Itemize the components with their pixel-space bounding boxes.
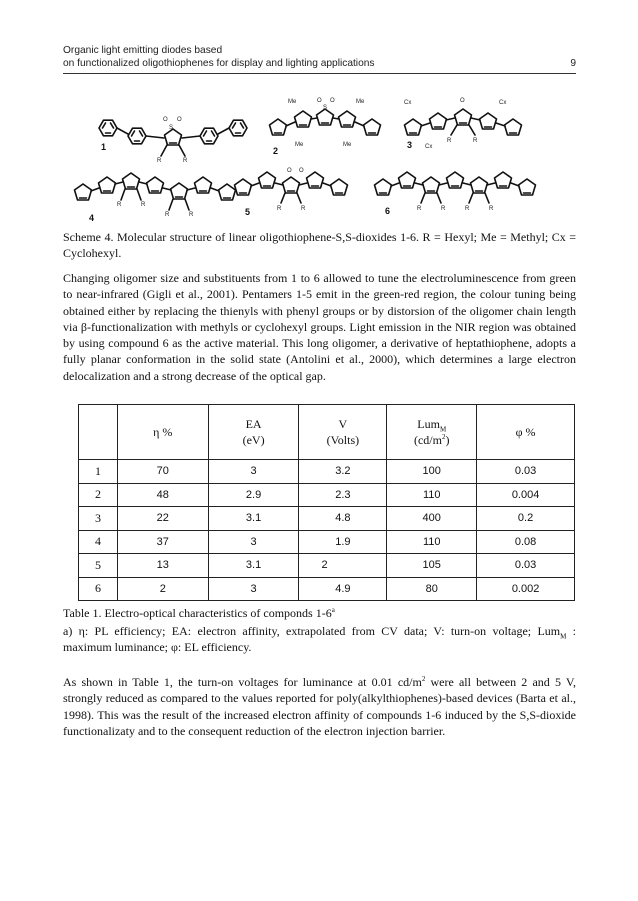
table-cell: 3	[79, 507, 118, 531]
r-label: R	[473, 138, 478, 144]
header-lum-unit-post: )	[445, 433, 450, 447]
table-cell: 1.9	[299, 530, 387, 554]
table-cell: 4.9	[299, 577, 387, 601]
table-cell: 3.2	[299, 460, 387, 484]
table-cell: 3	[208, 460, 299, 484]
table-row	[79, 530, 575, 554]
table-cell: 4	[79, 530, 118, 554]
header-line2	[63, 57, 576, 70]
running-header	[63, 44, 576, 70]
scheme-caption: Scheme 4. Molecular structure of linear oligothiophene-S,S-dioxides 1-6. R = Hexyl; Me = Methyl; Cx = Cyclohexyl.	[63, 230, 576, 261]
r-label: R	[441, 206, 446, 212]
s-label: S	[169, 125, 174, 131]
header-lum-sub: M	[439, 425, 447, 434]
table-cell: 3	[208, 577, 299, 601]
table-cell: 80	[387, 577, 477, 601]
o-label: O	[317, 98, 322, 104]
cx-label: Cx	[404, 100, 412, 106]
table-row	[79, 460, 575, 484]
body-paragraph-2	[63, 674, 576, 739]
compound-6	[375, 172, 536, 216]
header-rule	[63, 73, 576, 74]
paragraph2-part1: As shown in Table 1, the turn-on voltages for luminance at 0.01 cd/m	[63, 675, 422, 689]
table-cell: 0.08	[477, 530, 575, 554]
table-row	[79, 483, 575, 507]
o-label: O	[177, 117, 182, 123]
table-cell: 2	[79, 483, 118, 507]
s-label: S	[323, 105, 328, 111]
table-cell: 110	[387, 530, 477, 554]
header-title-line1: Organic light emitting diodes based	[63, 45, 223, 56]
header-ea-label: EA	[245, 417, 262, 431]
compound-number-2: 2	[273, 146, 279, 156]
table-cell: 4.8	[299, 507, 387, 531]
table-cell: 1	[79, 460, 118, 484]
compound-4	[75, 173, 236, 223]
compound-1	[99, 117, 247, 164]
paragraph2-part2: were all between 2 and 5 V, strongly reduced as compared to the values reported for poly(alkylthiophenes)-based devices (Barta et al., 1998). This was the result of the increased electron affinity of compounds 1-6 induced by the S,S-dioxide functionalizaty and to the consequent reduction of the electron injection barrier.	[63, 675, 577, 738]
table-cell: 110	[387, 483, 477, 507]
o-label: O	[299, 168, 304, 174]
header-lum-unit-pre: (cd/m	[413, 433, 442, 447]
r-label: R	[189, 212, 194, 218]
table-cell: 3.1	[208, 507, 299, 531]
table-footnote-part2: : maximum luminance; φ: EL efficiency.	[63, 624, 577, 655]
table-cell: 22	[117, 507, 208, 531]
header-lum-sup: 2	[441, 433, 446, 441]
r-label: R	[489, 206, 494, 212]
compound-5	[235, 168, 348, 217]
me-label: Me	[343, 142, 352, 148]
o-label: O	[330, 98, 335, 104]
compound-2	[270, 98, 381, 156]
table-cell: 5	[79, 554, 118, 578]
me-label: Me	[356, 99, 365, 105]
table-row	[79, 577, 575, 601]
table-cell: 13	[117, 554, 208, 578]
cx-label: Cx	[499, 100, 507, 106]
table-cell: 0.004	[477, 483, 575, 507]
table-cell: 105	[387, 554, 477, 578]
compound-number-1: 1	[101, 142, 107, 152]
me-label: Me	[295, 142, 304, 148]
molecular-structures-figure	[63, 88, 576, 223]
paragraph2-sup: 2	[421, 675, 426, 683]
table-cell: 2.3	[299, 483, 387, 507]
o-label: O	[287, 168, 292, 174]
header-v-unit: (Volts)	[326, 433, 360, 447]
table-caption-text: Table 1. Electro-optical characteristics of componds 1-6	[63, 606, 332, 620]
table-cell: 0.2	[477, 507, 575, 531]
r-label: R	[165, 212, 170, 218]
table-cell: 2	[299, 554, 387, 578]
table-caption-sup: a	[331, 606, 335, 614]
cx-label: Cx	[425, 144, 433, 150]
r-label: R	[141, 202, 146, 208]
table-header-row	[79, 405, 575, 460]
body-paragraph-1: Changing oligomer size and substituents from 1 to 6 allowed to tune the electroluminescence from green to near-infrared (Gigli et al., 2001). Pentamers 1-5 emit in the green-red region, the colour tuning being obtained either by replacing the thienyls with phenyl groups or by distorsion of the oligomer chain length via β-functionalization with methyls or cyclohexyl groups. Light emission in the NIR region was obtained by using compound 6 as the active material. This long oligomer, a derivative of heptathiophene, adopts a fully planar conformation in the solid state (Antolini et al., 2000), which determines a large electron delocalization and a strong decrease of the optical gap.	[63, 271, 576, 383]
header-lum-label: Lum	[417, 417, 440, 431]
r-label: R	[417, 206, 422, 212]
compound-number-4: 4	[89, 213, 95, 223]
table-cell: 2.9	[208, 483, 299, 507]
header-ea	[208, 405, 299, 460]
r-label: R	[157, 158, 162, 164]
table-row	[79, 554, 575, 578]
table-cell: 100	[387, 460, 477, 484]
table-cell: 0.03	[477, 460, 575, 484]
table-cell: 48	[117, 483, 208, 507]
compound-number-3: 3	[407, 140, 413, 150]
table-cell: 70	[117, 460, 208, 484]
table-footnote-sub: M	[560, 632, 567, 641]
table-cell: 37	[117, 530, 208, 554]
table-cell: 6	[79, 577, 118, 601]
r-label: R	[117, 202, 122, 208]
page-number: 9	[570, 58, 576, 69]
table-caption	[63, 605, 576, 621]
compound-number-5: 5	[245, 207, 251, 217]
r-label: R	[465, 206, 470, 212]
table-cell: 400	[387, 507, 477, 531]
header-luminance	[387, 405, 477, 460]
compound-3	[404, 98, 522, 150]
o-label: O	[460, 98, 465, 104]
table-cell: 3	[208, 530, 299, 554]
table-cell: 0.002	[477, 577, 575, 601]
table-cell: 0.03	[477, 554, 575, 578]
header-voltage	[299, 405, 387, 460]
electro-optical-table	[78, 404, 575, 601]
table-footnote	[63, 623, 576, 656]
header-eta: η %	[117, 405, 208, 460]
r-label: R	[301, 206, 306, 212]
table-footnote-part1: a) η: PL efficiency; EA: electron affinity, extrapolated from CV data; V: turn-on voltage; Lum	[63, 624, 561, 638]
r-label: R	[183, 158, 188, 164]
table-cell: 2	[117, 577, 208, 601]
header-compound	[79, 405, 118, 460]
header-phi: φ %	[477, 405, 575, 460]
r-label: R	[447, 138, 452, 144]
header-title-line2: on functionalized oligothiophenes for display and lighting applications	[63, 58, 375, 69]
structures-svg	[63, 88, 576, 223]
compound-number-6: 6	[385, 206, 391, 216]
table-row	[79, 507, 575, 531]
me-label: Me	[288, 99, 297, 105]
header-ea-unit: (eV)	[242, 433, 265, 447]
table-cell: 3.1	[208, 554, 299, 578]
r-label: R	[277, 206, 282, 212]
o-label: O	[163, 117, 168, 123]
header-v-label: V	[338, 417, 348, 431]
